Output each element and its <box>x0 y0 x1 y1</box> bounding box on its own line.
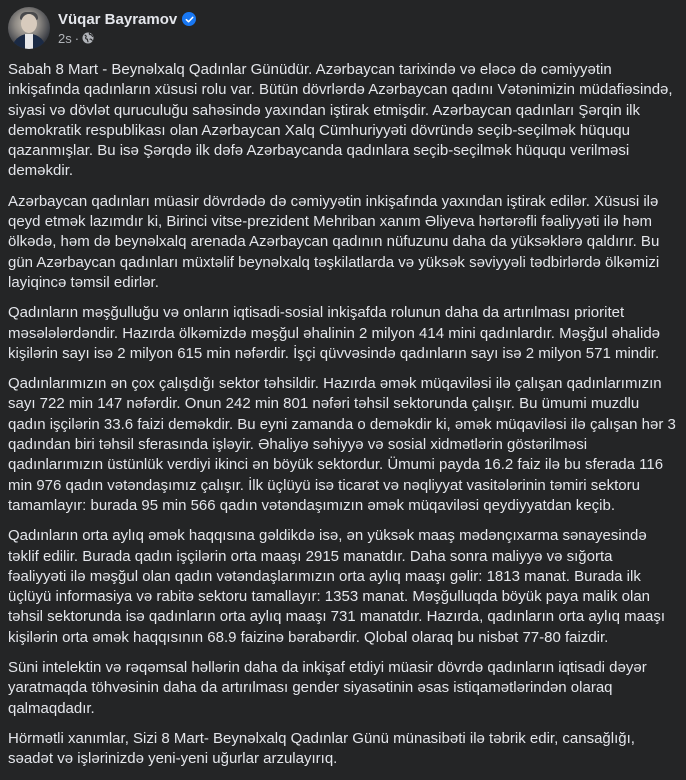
post-text-line: səadət və işlərinizdə yeni-yeni uğurlar arzulayırıq. <box>8 750 338 768</box>
post-text-line: Hörmətli xanımlar, Sizi 8 Mart- Beynəlxalq Qadınlar Günü münasibəti ilə təbrik edir, cansağlığı, <box>8 729 635 747</box>
post-text-line: təklif edilir. Burada qadın işçilərin orta maaşı 2915 manatdır. Daha sonra maliyyə və sığorta <box>8 547 613 565</box>
post-text-line: kişilərin orta əmək haqqısının 68.9 faizinə bərabərdir. Qlobal olaraq bu nisbət 77-80 faizdir. <box>8 628 609 646</box>
post-header <box>8 4 196 52</box>
post-body <box>8 60 686 780</box>
post-text-line: qalmaqdadır. <box>8 699 95 717</box>
post-text-line: tamamlayır: burada 95 min 566 qadın vətəndaşımızın əmək müqaviləsi qeydiyyatdan keçib. <box>8 496 615 514</box>
separator-dot: · <box>74 30 80 46</box>
post-paragraph <box>8 60 686 182</box>
post-text-line: qadından biri təhsil sferasında işləyir. Əhaliyə səhiyyə və sosial xidmətlərin göstərilməsi <box>8 436 588 454</box>
post-text-line: fəaliyyəti ilə məşğul olan qadın vətəndaşlarımızın orta aylıq maaşı gəlir: 1813 manat. Burada ilk <box>8 567 641 585</box>
post-text-line: Qadınlarımızın ən çox çalışdığı sektor təhsildir. Hazırda əmək müqaviləsi ilə çalışan qadınlarımızın <box>8 375 662 393</box>
post-text-line: Qadınların məşğulluğu və onların iqtisadi-sosial inkişafda rolunun daha da artırılması prioritet <box>8 304 625 322</box>
post-text-line: Qadınların orta aylıq əmək haqqısına gəldikdə isə, ən yüksək maaş mədənçıxarma sənayesində <box>8 527 647 545</box>
avatar-face <box>21 14 37 33</box>
post-text-line: qadın işçilərin 33.6 faizi deməkdir. Bu eyni zamanda o deməkdir ki, əmək müqaviləsi ilə çalışan hər 3 <box>8 415 676 433</box>
post-paragraph <box>8 303 686 364</box>
post-timestamp[interactable]: 2s <box>58 30 72 46</box>
post-text-line: qeyd etmək lazımdır ki, Birinci vitse-prezident Mehriban xanım Əliyeva hərtərəfli fəaliyyəti ilə həm <box>8 213 653 231</box>
post-text-line: Süni intelektin və rəqəmsal həllərin daha da inkişaf etdiyi müasir dövrdə qadınların iqtisadi dəyər <box>8 659 647 677</box>
post-text-line: demokratik respublikası olan Azərbaycan Xalq Cümhuriyyəti dövründə seçib-seçilmək hüququ <box>8 121 630 139</box>
post-text-line: kişilərin sayı isə 2 milyon 615 min nəfərdir. İşçi qüvvəsində qadınların sayı isə 2 milyon 571 mindir. <box>8 344 660 362</box>
post-text-line: min 976 qadın vətəndaşımız çalışır. İlk üçlüyü isə ticarət və nəqliyyat vasitələrinin təmiri sektoru <box>8 476 640 494</box>
author-avatar[interactable] <box>8 7 50 49</box>
globe-icon[interactable] <box>82 32 94 44</box>
author-name[interactable]: Vüqar Bayramov <box>58 10 178 28</box>
post-text-line: siyasi və dövlət quruculuğu sahəsində yaxından iştirak etmişdir. Azərbaycan qadınları Şərqin ilk <box>8 101 641 119</box>
post-paragraph <box>8 526 686 648</box>
post-text-line: layiqincə təmsil edirlər. <box>8 273 159 291</box>
post-text-line: qazanmışlar. Bu isə Şərqdə ilk dəfə Azərbaycanda qadınlara seçib-seçilmək hüququ verilməsi <box>8 142 630 160</box>
post-paragraph <box>8 658 686 719</box>
post-paragraph <box>8 374 686 516</box>
post-text-line: ölkədə, həm də beynəlxalq arenada Azərbaycan qadının nüfuzunu daha da yüksəklərə qaldırır. Bu <box>8 233 660 251</box>
post-text-line: yaratmaqda töhvəsinin daha da artırılması gender siyasətinin əsas istiqamətlərindən olaraq <box>8 679 613 697</box>
post-paragraph <box>8 729 686 770</box>
post-text-line: Azərbaycan qadınları müasir dövrdədə də cəmiyyətin inkişafında yaxından iştirak edilər. Xüsusi ilə <box>8 192 659 210</box>
post-text-line: gün Azərbaycan qadınları müxtəlif beynəlxalq təşkilatlarda və yüksək səviyyəli tədbirlərdə ölkəmizi <box>8 253 660 271</box>
post-meta <box>58 11 196 46</box>
post-paragraph <box>8 192 686 293</box>
post-text-line: üçlüyü informasiya və rabitə sektoru tamallayır: 1353 manat. Məşğulluqda böyük paya malik olan <box>8 588 650 606</box>
post-subline <box>58 31 196 46</box>
post-text-line: təhsil sektorunda isə qadınların orta aylıq maaşı 731 manatdır. Hazırda, qadınların orta aylıq maaşı <box>8 608 666 626</box>
post-text-line: sayı 722 min 147 nəfərdir. Onun 242 min 801 nəfəri təhsil sektorunda çalışır. Bu ümumi muzdlu <box>8 395 640 413</box>
post-text-line: deməkdir. <box>8 162 74 180</box>
checkmark-icon <box>185 15 194 24</box>
post-text-line: inkişafında qadınların xüsusi rolu var. Bütün dövrlərdə Azərbaycan qadını Vətənimizin müdafiəsində, <box>8 81 673 99</box>
verified-badge-icon <box>182 12 196 26</box>
author-row <box>58 11 196 28</box>
post-text-line: qadınlarımızın üstünlük verdiyi ikinci ən böyük sektordur. Ümumi payda 16.2 faiz ilə bu sferada 116 <box>8 456 664 474</box>
post-text-line: Sabah 8 Mart - Beynəlxalq Qadınlar Günüdür. Azərbaycan tarixində və eləcə də cəmiyyətin <box>8 61 612 78</box>
post-text-line: məsələlərdəndir. Hazırda ölkəmizdə məşğul əhalinin 2 milyon 414 mini qadınlardır. Məşğul əhalidə <box>8 324 661 342</box>
avatar-shirt <box>25 34 33 49</box>
